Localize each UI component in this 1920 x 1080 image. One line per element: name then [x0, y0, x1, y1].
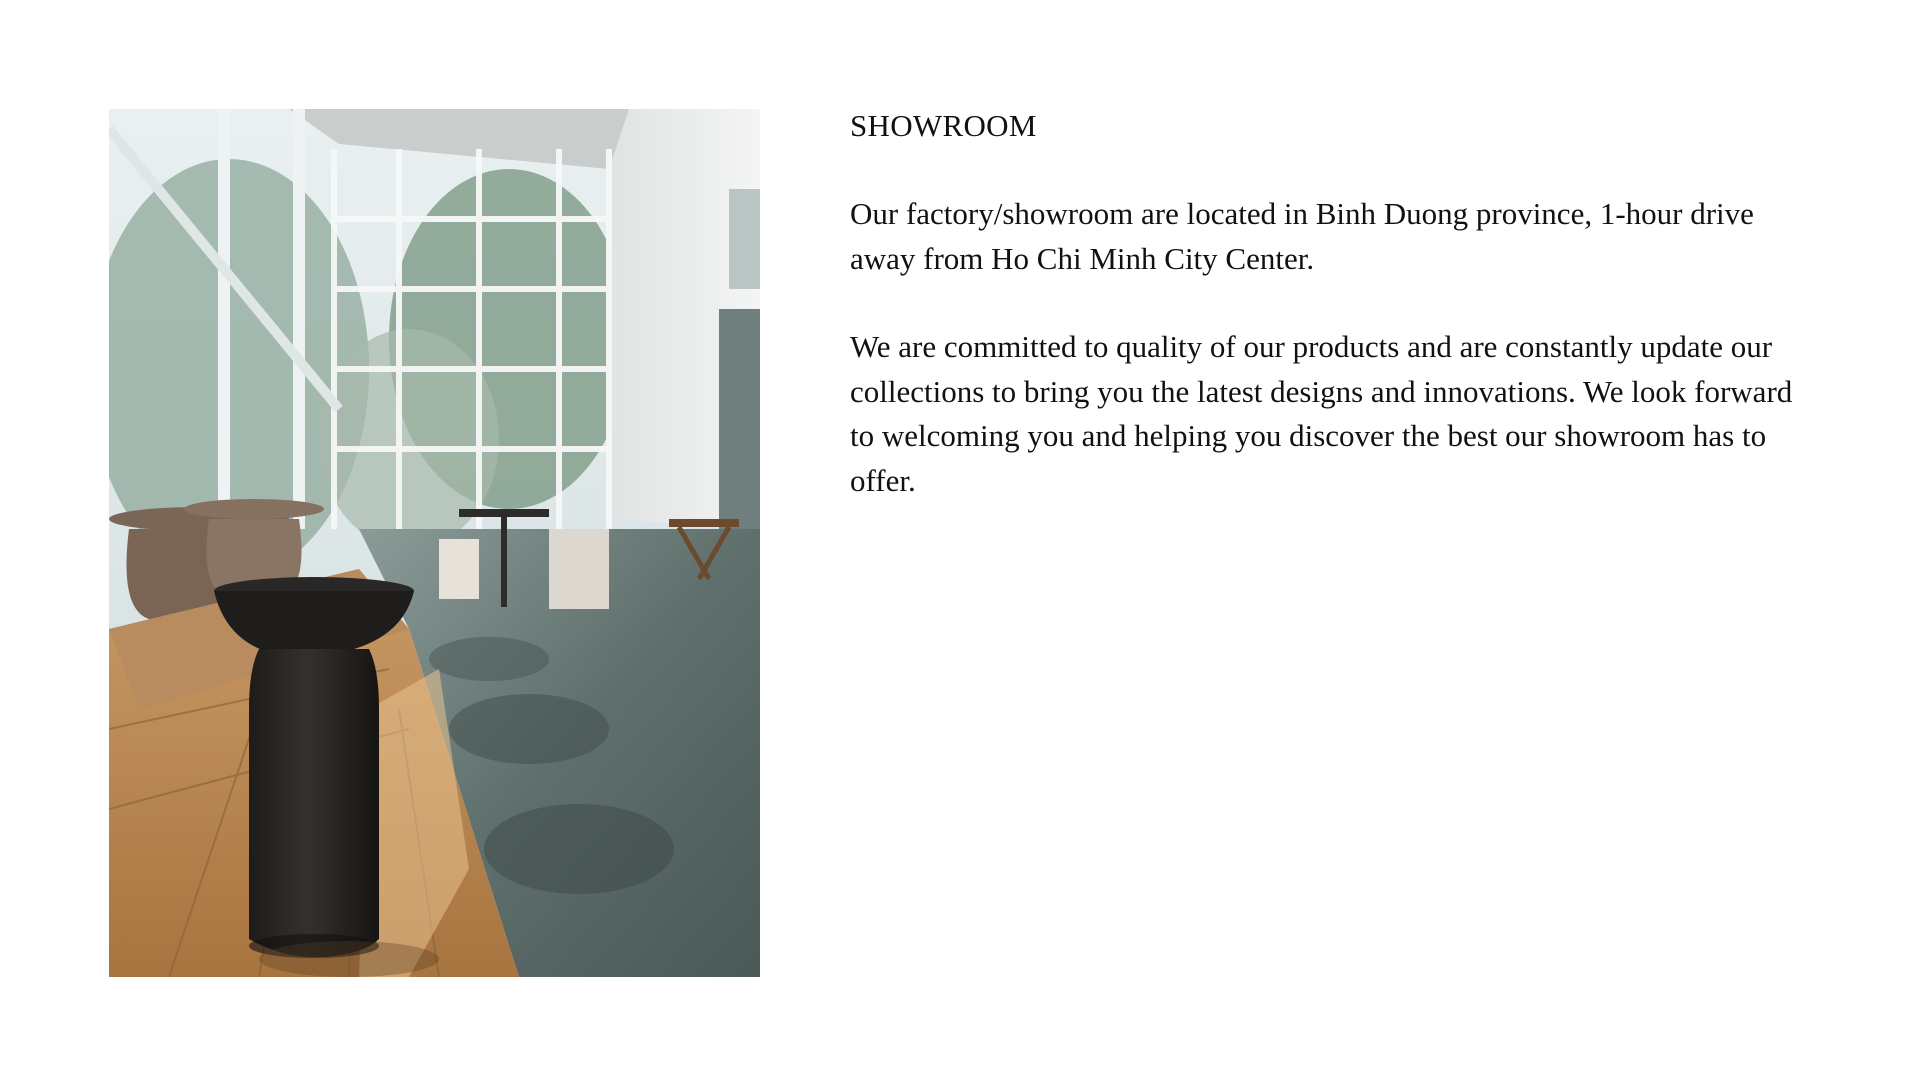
- text-column: [850, 104, 1810, 503]
- showroom-photo: [109, 109, 760, 977]
- intro-paragraph: Our factory/showroom are located in Binh Duong province, 1-hour drive away from Ho Chi Minh City Center.: [850, 196, 1754, 276]
- page-title: SHOWROOM: [850, 108, 1037, 143]
- showroom-photo-graphic: [109, 109, 760, 977]
- commitment-paragraph: We are committed to quality of our products and are constantly update our collections to bring you the latest designs and innovations. We look forward to welcoming you and helping you discover the best our showroom has to offer.: [850, 329, 1793, 498]
